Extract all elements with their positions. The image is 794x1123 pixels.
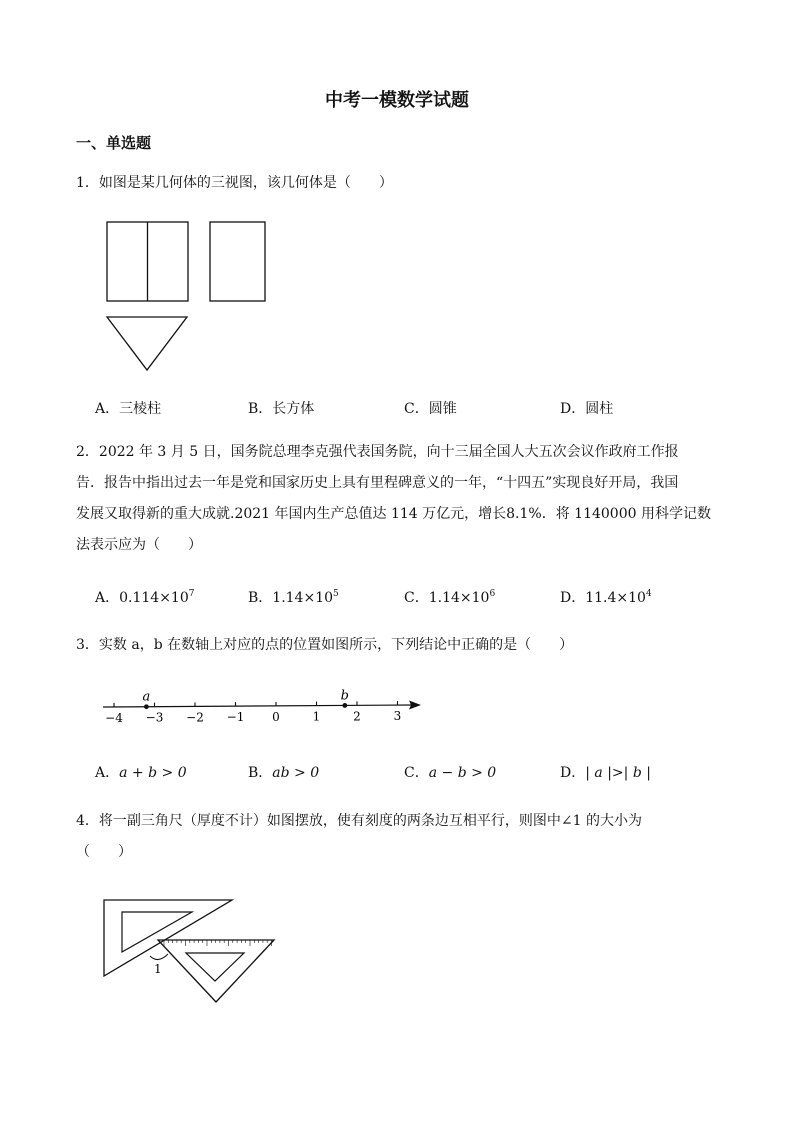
- q2-option-c-base: 1.14×10: [428, 590, 490, 606]
- q2-option-b[interactable]: [248, 587, 339, 607]
- q3-option-d-label: D．: [560, 765, 586, 781]
- q2-option-a-exp: 7: [188, 589, 195, 599]
- large-set-square-inner: [122, 912, 192, 952]
- q2-option-d[interactable]: [560, 587, 652, 607]
- q3-option-c-label: C．: [404, 765, 429, 781]
- q3-option-b[interactable]: [248, 762, 319, 782]
- side-view-rect: [210, 222, 265, 301]
- number-line-tick-label: 1: [312, 709, 321, 724]
- point-a-label: a: [142, 689, 151, 705]
- q2-option-c-label: C．: [404, 590, 429, 606]
- point-a-dot: [144, 704, 149, 709]
- q3-option-c-expr: a − b > 0: [428, 765, 497, 781]
- angle-1-arc: [150, 954, 168, 960]
- number-line-tick-label: 3: [393, 709, 402, 724]
- page-title: 中考一模数学试题: [325, 90, 469, 111]
- triangle-rulers-figure: [98, 890, 283, 1015]
- number-line-tick-label: −1: [226, 710, 245, 725]
- q3-option-a-expr: a + b > 0: [119, 765, 187, 781]
- q2-option-b-exp: 5: [333, 589, 339, 599]
- q3-option-a[interactable]: [95, 762, 187, 782]
- q2-option-a-label: A．: [95, 590, 120, 606]
- question-2-line-4: 法表示应为（ ）: [76, 537, 202, 553]
- question-4-line-1: 4．将一副三角尺（厚度不计）如图摆放，使有刻度的两条边互相平行，则图中∠1 的大小为: [76, 813, 642, 829]
- q3-option-d-expr: | a |>| b |: [585, 765, 651, 781]
- q2-option-c[interactable]: [404, 587, 495, 607]
- q2-option-d-label: D．: [560, 590, 586, 606]
- number-line-tick-label: 2: [353, 709, 361, 724]
- q3-option-c[interactable]: [404, 762, 496, 782]
- small-set-square-outer: [158, 940, 274, 1002]
- three-view-figure: [100, 215, 280, 380]
- q2-option-a-base: 0.114×10: [119, 590, 189, 606]
- number-line-axis: [103, 705, 413, 707]
- number-line-tick-label: −3: [145, 710, 164, 725]
- q1-option-a[interactable]: A．三棱柱: [95, 401, 162, 417]
- number-line-tick-label: −2: [186, 710, 204, 725]
- q2-option-a[interactable]: [95, 587, 194, 607]
- section-heading: 一、单选题: [76, 134, 152, 152]
- q1-option-d[interactable]: D．圆柱: [560, 401, 614, 417]
- question-2-line-2: 告．报告中指出过去一年是党和国家历史上具有里程碑意义的一年，“十四五”实现良好开局，我国: [76, 475, 679, 491]
- number-line-tick-label: −4: [105, 710, 123, 725]
- q1-option-b[interactable]: B．长方体: [248, 401, 315, 417]
- q3-option-d[interactable]: [560, 762, 651, 782]
- point-b-label: b: [340, 688, 350, 704]
- point-b-dot: [342, 703, 347, 708]
- question-2-line-3: 发展又取得新的重大成就.2021 年国内生产总值达 114 万亿元，增长8.1%．将 1140000 用科学记数: [76, 506, 711, 522]
- question-4-line-2: （ ）: [76, 844, 132, 860]
- q2-option-d-base: 11.4×10: [585, 590, 646, 606]
- small-set-square-inner: [186, 953, 244, 981]
- q2-option-b-base: 1.14×10: [272, 590, 334, 606]
- question-3-text: 3．实数 a，b 在数轴上对应的点的位置如图所示，下列结论中正确的是（ ）: [76, 637, 574, 653]
- question-2-line-1: 2．2022 年 3 月 5 日，国务院总理李克强代表国务院，向十三届全国人大五次会议作政府工作报: [76, 444, 679, 460]
- q3-option-b-expr: ab > 0: [272, 765, 320, 781]
- number-line-figure: [95, 680, 435, 730]
- angle-1-label: 1: [154, 962, 162, 976]
- q1-option-c[interactable]: C．圆锥: [404, 401, 457, 417]
- q2-option-c-exp: 6: [489, 589, 496, 599]
- number-line-tick-label: 0: [272, 709, 280, 724]
- q3-option-a-label: A．: [95, 765, 120, 781]
- question-1-text: 1．如图是某几何体的三视图，该几何体是（ ）: [76, 175, 393, 191]
- q3-option-b-label: B．: [248, 765, 273, 781]
- q2-option-d-exp: 4: [645, 589, 652, 599]
- top-view-triangle: [107, 317, 187, 370]
- q2-option-b-label: B．: [248, 590, 273, 606]
